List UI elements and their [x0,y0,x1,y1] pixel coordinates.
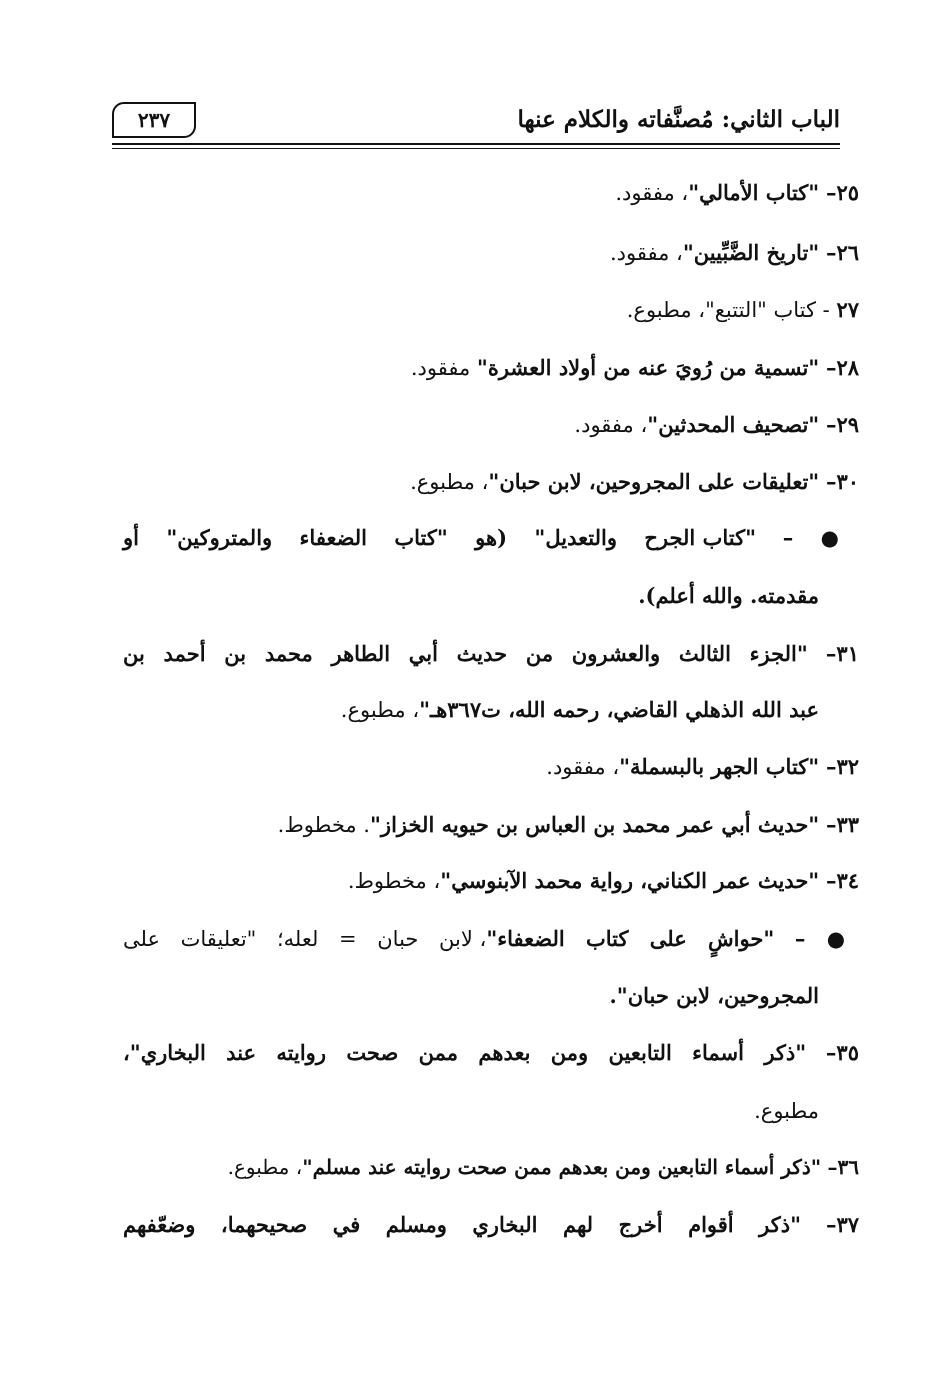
entry-number: ٢٧ [836,297,859,322]
entry-title: "كتاب الجهر بالبسملة" [619,754,820,779]
entry-title: "كتاب الأمالي" [688,180,820,205]
entry-34 [348,868,859,893]
entry-status: ، مخطوط. [347,869,441,893]
entry-27 [627,297,859,322]
entry-number: ٣٦– [827,1155,859,1179]
entry-title: "تاريخ الضَّبِّيين" [682,240,820,265]
entry-31-continuation [341,697,819,722]
entry-title: "ذكر أسماء التابعين ومن بعدهم ممن صحت روايته عند البخاري"، [123,1040,807,1065]
bullet-entry-1 [123,525,859,550]
bullet-entry-2-continuation [609,983,819,1008]
entry-25 [615,180,859,205]
entry-title: "تصحيف المحدثين" [647,412,820,437]
entry-31 [123,641,859,666]
entry-text: عبد الله الذهلي القاضي، رحمه الله، ت٣٦٧هـ" [419,697,819,722]
entry-title: "ذكر أسماء التابعين ومن بعدهم ممن صحت روايته عند مسلم" [302,1155,822,1179]
entry-number: ٣٧– [825,1212,859,1237]
entry-status: ، مطبوع. [340,698,420,722]
entry-status: مطبوع. [754,1099,819,1123]
entry-26 [610,240,859,265]
entry-title: "كتاب الجرح والتعديل" (هو "كتاب الضعفاء والمتروكين" أو [123,525,757,550]
bullet-marker: ● – [782,525,859,550]
entry-33 [278,812,859,837]
entry-28 [411,355,859,380]
entry-title: "الجزء الثالث والعشرون من حديث أبي الطاهر محمد بن أحمد بن [123,641,808,666]
bullet-entry-1-continuation [638,583,819,608]
entry-status: ، مطبوع. [227,1155,303,1179]
entry-35 [123,1040,859,1065]
entry-status: ، مطبوع. [410,470,489,494]
entry-number: ٣٠– [825,469,859,494]
entry-number: ٢٥– [825,180,859,205]
entry-note: ، لابن حبان = لعله؛ "تعليقات على [123,927,487,951]
entry-number: ٣٢– [825,754,859,779]
entry-status: ، مفقود. [574,413,648,437]
entry-status: ، مفقود. [615,181,689,205]
entry-number: ٢٦– [825,240,859,265]
entry-32 [546,754,859,779]
entry-number: ٣٤– [825,868,859,893]
entry-36 [228,1155,859,1179]
entry-title: "حديث عمر الكناني، رواية محمد الآبنوسي" [440,868,820,893]
entry-number: ٣١– [825,641,859,666]
entry-text: مقدمته. والله أعلم). [638,583,819,608]
page-number: ٢٣٧ [112,102,196,138]
entry-30 [410,469,859,494]
bullet-marker: ● – [794,926,859,951]
entry-status: ، مفقود. [546,755,620,779]
entry-number: ٣٣– [825,812,859,837]
entry-number: ٢٨– [825,355,859,380]
entry-number: ٣٥– [825,1040,859,1065]
entry-35-continuation [754,1099,819,1123]
entry-title: "حديث أبي عمر محمد بن العباس بن حيويه الخزاز" [369,812,820,837]
chapter-title: الباب الثاني: مُصنَّفاته والكلام عنها [517,106,840,133]
bullet-entry-2 [123,926,859,951]
entry-29 [574,412,859,437]
entry-status: مفقود. [410,356,477,380]
entry-title: "تعليقات على المجروحين، لابن حبان" [488,469,820,494]
entry-status: . مخطوط. [277,813,370,837]
entry-title: "تسمية من رُويَ عنه من أولاد العشرة" [476,355,820,380]
entry-37 [123,1212,859,1237]
entry-number: ٢٩– [825,412,859,437]
entry-status: - كتاب "التتبع"، مطبوع. [626,298,837,322]
entry-title: "ذكر أقوام أخرج لهم البخاري ومسلم في صحيحهما، وضعّفهم [123,1212,802,1237]
entry-title: "حواشٍ على كتاب الضعفاء" [486,926,775,951]
entry-status: ، مفقود. [610,241,683,265]
entry-text: المجروحين، لابن حبان". [609,983,819,1008]
